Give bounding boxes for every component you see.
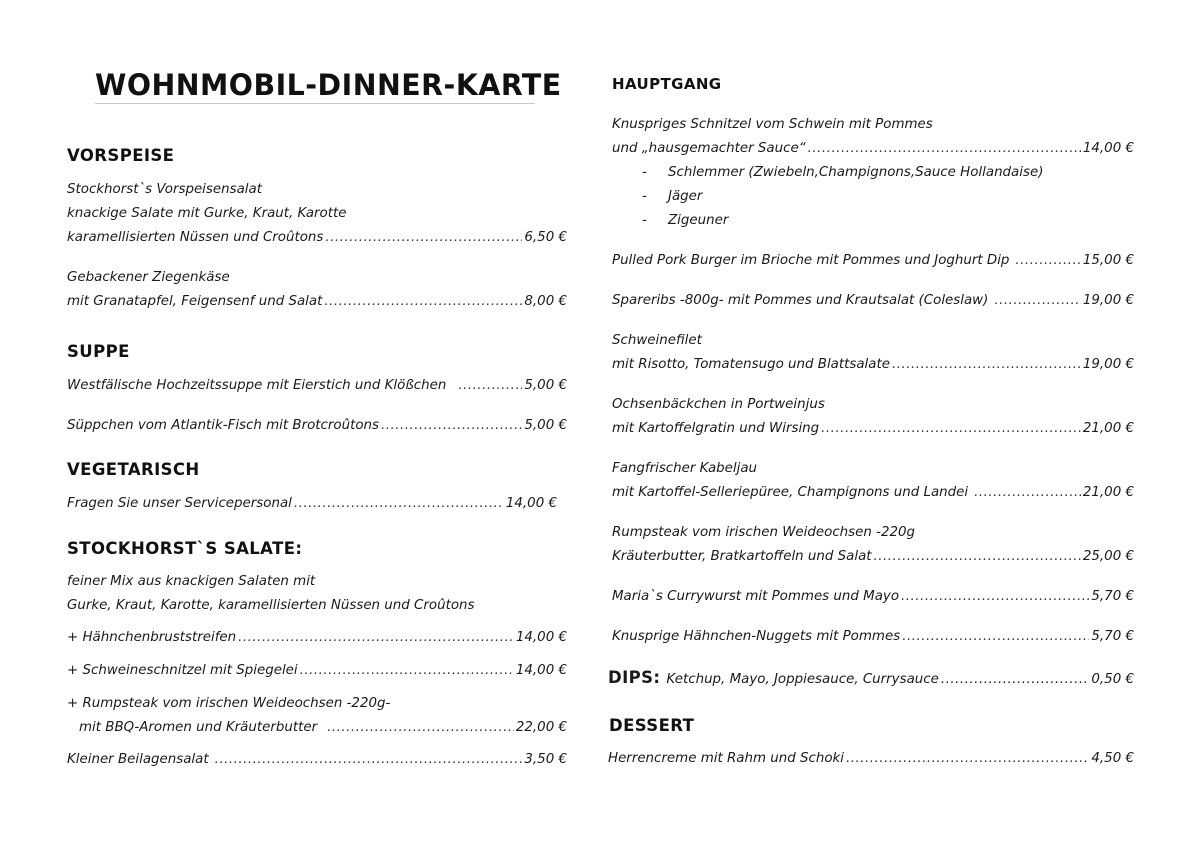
item-kabeljau-price: 21,00 € <box>1082 485 1134 500</box>
item-rumpsteak-line1: Rumpsteak vom irischen Weideochsen -220g <box>612 525 916 540</box>
salate-description-line1: feiner Mix aus knackigen Salaten mit <box>67 574 316 589</box>
item-vorspeisensalat-line1: Stockhorst`s Vorspeisensalat <box>67 182 262 197</box>
item-fischsuppe-price: 5,00 € <box>524 418 567 433</box>
item-kabeljau-priced-line <box>612 483 1134 503</box>
dot-leader <box>892 355 1081 375</box>
dot-leader <box>1015 251 1080 271</box>
item-herrencreme-price: 4,50 € <box>1091 751 1134 766</box>
item-burger <box>612 251 1134 271</box>
item-schnitzel-line1: Knuspriges Schnitzel vom Schwein mit Pommes <box>612 117 933 132</box>
dips-row <box>608 668 1134 690</box>
item-ziegenkaese-priced-line <box>67 292 567 312</box>
item-rumpsteak-salat-line1: + Rumpsteak vom irischen Weideochsen -220g- <box>67 696 391 711</box>
item-rumpsteak-salat-line2: mit BBQ-Aromen und Kräuterbutter <box>79 720 318 735</box>
dips-items: Ketchup, Mayo, Joppiesauce, Currysauce <box>666 672 939 687</box>
item-schweineschnitzel-salat-price: 14,00 € <box>515 663 567 678</box>
section-heading-vorspeise: VORSPEISE <box>67 146 175 165</box>
item-vorspeisensalat-price: 6,50 € <box>524 230 567 245</box>
salate-description-line2: Gurke, Kraut, Karotte, karamellisierten Nüssen und Croûtons <box>67 598 475 613</box>
item-kabeljau-line1: Fangfrischer Kabeljau <box>612 461 758 476</box>
dot-leader <box>381 416 522 436</box>
item-nuggets <box>612 627 1134 647</box>
item-currywurst-name: Maria`s Currywurst mit Pommes und Mayo <box>612 589 900 604</box>
item-ochsenbaeckchen-line2: mit Kartoffelgratin und Wirsing <box>612 421 820 436</box>
dot-leader <box>327 718 514 738</box>
item-fischsuppe <box>67 416 567 436</box>
item-schweinefilet-line2: mit Risotto, Tomatensugo und Blattsalate <box>612 357 890 372</box>
section-heading-vegetarisch: VEGETARISCH <box>67 460 200 479</box>
list-dash: - <box>642 189 647 204</box>
dot-leader <box>974 483 1081 503</box>
item-ochsenbaeckchen-price: 21,00 € <box>1082 421 1134 436</box>
item-nuggets-price: 5,70 € <box>1091 629 1134 644</box>
item-beilagensalat <box>67 750 567 770</box>
item-beilagensalat-name: Kleiner Beilagensalat <box>67 752 209 767</box>
item-spareribs-price: 19,00 € <box>1082 293 1134 308</box>
item-ochsenbaeckchen-priced-line <box>612 419 1134 439</box>
section-heading-hauptgang: HAUPTGANG <box>612 75 722 93</box>
dot-leader <box>994 291 1081 311</box>
dot-leader <box>808 139 1081 159</box>
list-dash: - <box>642 165 647 180</box>
dot-leader <box>458 376 522 396</box>
variant-label: Jäger <box>668 189 703 204</box>
item-rumpsteak-priced-line <box>612 547 1134 567</box>
item-ziegenkaese-price: 8,00 € <box>524 294 567 309</box>
item-vorspeisensalat-priced-line <box>67 228 567 248</box>
item-burger-name: Pulled Pork Burger im Brioche mit Pommes und Joghurt Dip <box>612 253 1010 268</box>
item-schweineschnitzel-salat <box>67 661 567 681</box>
dot-leader <box>901 587 1089 607</box>
item-vegetarisch-price: 14,00 € <box>505 496 557 511</box>
item-vorspeisensalat-line2: knackige Salate mit Gurke, Kraut, Karotte <box>67 206 347 221</box>
item-ziegenkaese-line2: mit Granatapfel, Feigensenf und Salat <box>67 294 323 309</box>
item-ziegenkaese-line1: Gebackener Ziegenkäse <box>67 270 230 285</box>
item-schweineschnitzel-salat-name: + Schweineschnitzel mit Spiegelei <box>67 663 298 678</box>
item-rumpsteak-salat-priced-line <box>79 718 567 738</box>
dot-leader <box>215 750 523 770</box>
item-hochzeitssuppe-price: 5,00 € <box>524 378 567 393</box>
item-schweinefilet-line1: Schweinefilet <box>612 333 702 348</box>
dot-leader <box>941 672 1090 687</box>
dot-leader <box>324 292 522 312</box>
item-spareribs-name: Spareribs -800g- mit Pommes und Krautsalat (Coleslaw) <box>612 293 989 308</box>
dot-leader <box>300 661 514 681</box>
section-heading-dessert: DESSERT <box>609 716 695 735</box>
item-haehnchenbruststreifen <box>67 628 567 648</box>
item-haehnchenbruststreifen-price: 14,00 € <box>515 630 567 645</box>
variant-label: Schlemmer (Zwiebeln,Champignons,Sauce Hollandaise) <box>668 165 1044 180</box>
schnitzel-variant-jaeger <box>642 187 702 207</box>
item-schnitzel-price: 14,00 € <box>1082 141 1134 156</box>
item-burger-price: 15,00 € <box>1082 253 1134 268</box>
title-underline <box>95 103 535 104</box>
item-currywurst-price: 5,70 € <box>1091 589 1134 604</box>
item-beilagensalat-price: 3,50 € <box>524 752 567 767</box>
schnitzel-variant-schlemmer <box>642 163 1043 183</box>
item-schnitzel-line2: und „hausgemachter Sauce“ <box>612 141 806 156</box>
item-currywurst <box>612 587 1134 607</box>
item-schweinefilet-priced-line <box>612 355 1134 375</box>
dot-leader <box>874 547 1081 567</box>
item-vegetarisch-name: Fragen Sie unser Servicepersonal <box>67 496 292 511</box>
item-rumpsteak-salat-price: 22,00 € <box>515 720 567 735</box>
item-herrencreme-name: Herrencreme mit Rahm und Schoki <box>608 751 845 766</box>
dot-leader <box>902 627 1089 647</box>
item-ochsenbaeckchen-line1: Ochsenbäckchen in Portweinjus <box>612 397 825 412</box>
item-hochzeitssuppe <box>67 376 567 396</box>
dot-leader <box>846 749 1089 769</box>
item-fischsuppe-name: Süppchen vom Atlantik-Fisch mit Brotcroûtons <box>67 418 379 433</box>
item-hochzeitssuppe-name: Westfälische Hochzeitssuppe mit Eierstich und Klößchen <box>67 378 447 393</box>
item-nuggets-name: Knusprige Hähnchen-Nuggets mit Pommes <box>612 629 901 644</box>
item-haehnchenbruststreifen-name: + Hähnchenbruststreifen <box>67 630 237 645</box>
dot-leader <box>821 419 1081 439</box>
item-rumpsteak-line2: Kräuterbutter, Bratkartoffeln und Salat <box>612 549 872 564</box>
dot-leader <box>294 494 504 514</box>
dips-price: 0,50 € <box>1091 672 1134 687</box>
item-spareribs <box>612 291 1134 311</box>
item-schnitzel-priced-line <box>612 139 1134 159</box>
dot-leader <box>238 628 514 648</box>
variant-label: Zigeuner <box>668 213 729 228</box>
section-heading-suppe: SUPPE <box>67 342 130 361</box>
dot-leader <box>325 228 522 248</box>
item-kabeljau-line2: mit Kartoffel-Selleriepüree, Champignons und Landei <box>612 485 969 500</box>
item-vegetarisch <box>67 494 557 514</box>
item-herrencreme <box>608 749 1134 769</box>
dips-heading: DIPS: <box>608 668 661 687</box>
menu-title: WOHNMOBIL-DINNER-KARTE <box>95 68 562 102</box>
schnitzel-variant-zigeuner <box>642 211 728 231</box>
item-schweinefilet-price: 19,00 € <box>1082 357 1134 372</box>
section-heading-salate: STOCKHORST`S SALATE: <box>67 539 303 558</box>
list-dash: - <box>642 213 647 228</box>
item-rumpsteak-price: 25,00 € <box>1082 549 1134 564</box>
item-vorspeisensalat-line3: karamellisierten Nüssen und Croûtons <box>67 230 324 245</box>
